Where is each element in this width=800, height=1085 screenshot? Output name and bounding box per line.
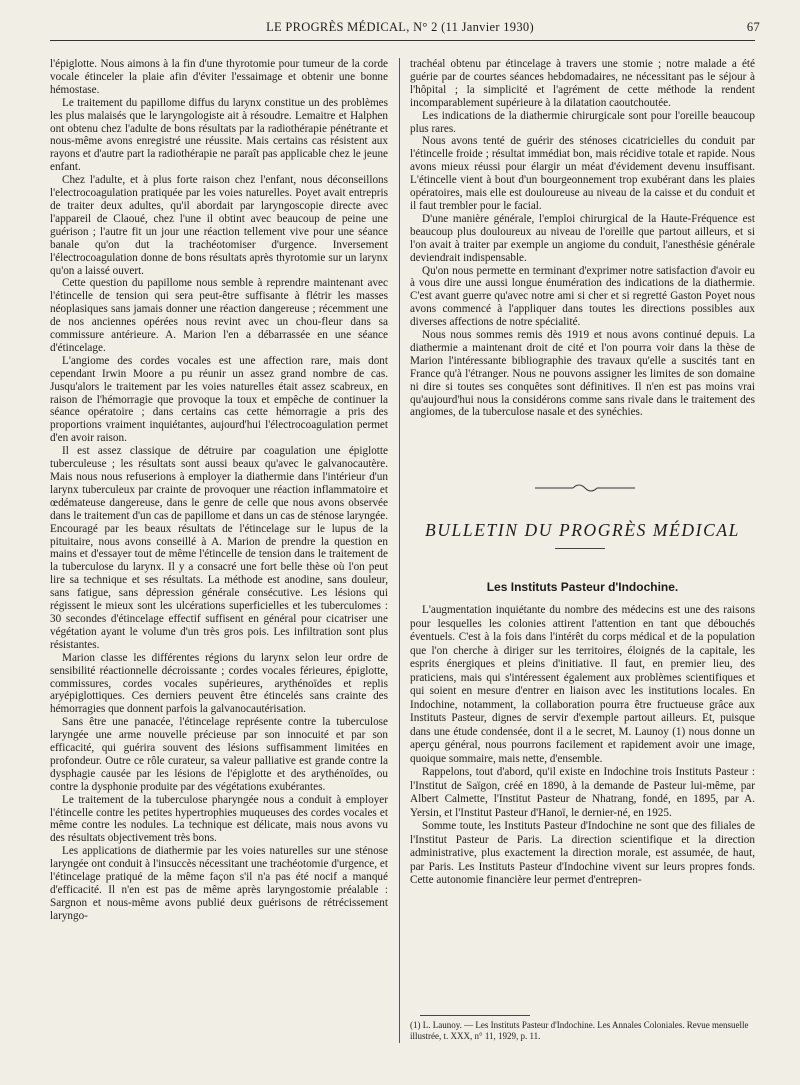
paragraph: Qu'on nous permette en terminant d'exprimer notre satisfaction d'avoir eu à vous dire une aussi longue énumération des indications de la diathermie. C'est avant guerre qu'avec notre ami si cher et si regretté Gaston Poyet nous avons commencé à l'appliquer dans toutes les directions possibles aux diverses affections de notre spécialité. xyxy=(410,264,755,329)
paragraph: Il est assez classique de détruire par coagulation une épiglotte tuberculeuse ; les résultats sont aussi beaux qu'avec le galvanocautère. Mais nous nous refuserions à employer la diathermie dans l'intérieur d'un larynx tuberculeux par crainte de provoquer une réaction inflammatoire et œdémateuse dangereuse, dans le genre de celle que nous avons observée dans le traitement d'un cas de papillome et dans un cas de sténose laryngée. Encouragé par les beaux résultats de l'étincelage sur le lupus de la pituitaire, nous avons conseillé à A. Marion de prendre la question en mains et d'essayer tout de même l'étincelle de tension dans le traitement de la tuberculose du larynx. Il y a consacré une fort belle thèse où l'on peut lire sa technique et ses résultats. La méthode est anodine, sans douleur, sans fatigue, sans dépression générale consécutive. Les lésions qui régissent le mieux sont les ulcérations superficielles et les tuberculomes : 30 secondes d'étincelage effectif suffisent en général pour cicatriser une végétation ayant le volume d'un très gros pois. Les infiltration sont plus résistantes. xyxy=(50,445,388,651)
paragraph: Marion classe les différentes régions du larynx selon leur ordre de sensibilité réactionnelle décroissante ; cordes vocales férieures, épiglotte, commissures, cordes vocales supérieures, arythénoïdes et replis aryépiglottiques. Ces derniers peuvent être étincelés sans crainte des hémorragies que donnent parfois la galvanocautérisation. xyxy=(50,651,388,716)
paragraph: Chez l'adulte, et à plus forte raison chez l'enfant, nous déconseillons l'electrocoagulation pratiquée par les voies naturelles. Poyet avait entrepris de traiter deux adultes, qu'il abordait par laryngoscopie directe avec l'appareil de Claoué, chez l'une il obtint avec beaucoup de peine une guérison ; l'autre fit un jour une réaction tellement vive pour une séance banale qu'on dut la trachéotomiser d'urgence. Inversement l'électrocoagulation donne de bons résultats après thyrotomie sur un larynx qu'on a laissé ouvert. xyxy=(50,174,388,277)
paragraph: Nous nous sommes remis dès 1919 et nous avons continué depuis. La diathermie a maintenant droit de cité et l'on pourra voir dans la thèse de Marion l'intéressante bibliographie des travaux qu'elle a suscités tant en France qu'à l'étranger. Nous ne pouvons assigner les limites de son domaine ni dire si toutes ses conquêtes sont définitives. Il n'en est pas moins vrai qu'aujourd'hui nous la considérons comme sans rivale dans le traitement des angiomes, de la tuberculose nasale et des synéchies. xyxy=(410,329,755,419)
paragraph: Nous avons tenté de guérir des sténoses cicatricielles du conduit par l'étincelle froide ; résultat immédiat bon, mais récidive totale et rapide. Nous avons mieux réussi pour élargir un méat d'évidement devenu insuffisant. L'étincelle vient à bout d'un bourgeonnement trop exubérant dans les plaies opératoires, mais elle est douloureuse au niveau de la caisse et du conduit et il faut trembler pour le facial. xyxy=(410,135,755,212)
journal-title: LE PROGRÈS MÉDICAL, N° 2 (11 Janvier 1930) xyxy=(266,20,534,34)
paragraph: trachéal obtenu par étincelage à travers une stomie ; notre malade a été guérie par de courtes séances hebdomadaires, ne nécessitant pas le séjour à l'hôpital ; la simplicité et l'agrément de cette méthode la rendent incomparablement supérieure à la dilatation caoutchoutée. xyxy=(410,58,755,109)
paragraph: Les indications de la diathermie chirurgicale sont pour l'oreille beaucoup plus rares. xyxy=(410,109,755,135)
paragraph: Somme toute, les Instituts Pasteur d'Indochine ne sont que des filiales de l'Institut Pasteur de Paris. La direction scientifique et la direction administrative, plus exactement la direction morale, est assumée, de haut, par Paris. Les Instituts Pasteur d'Indochine vivent sur leurs propres fonds. Cette autonomie financière leur permet d'entrepren- xyxy=(410,820,755,886)
paragraph: l'épiglotte. Nous aimons à la fin d'une thyrotomie pour tumeur de la corde vocale étinceler la plaie afin d'éviter l'essaimage et obtenir une bonne hémostase. xyxy=(50,58,388,96)
bulletin-article-body xyxy=(410,604,755,888)
footnote: (1) L. Launoy. — Les Instituts Pasteur d'Indochine. Les Annales Coloniales. Revue mensuelle illustrée, t. XXX, n° 11, 1929, p. 11. xyxy=(410,1020,749,1041)
page-header xyxy=(40,14,760,40)
bulletin-heading: BULLETIN DU PROGRÈS MÉDICAL xyxy=(425,520,740,540)
left-column xyxy=(50,58,388,923)
header-rule xyxy=(50,40,755,41)
section-ornament xyxy=(535,478,635,498)
paragraph: Le traitement de la tuberculose pharyngée nous a conduit à employer l'étincelle contre les petites hypertrophies muqueuses des cordes vocales et même contre les nodules. La technique est délicate, mais nous avons vu des résultats objectivement très bons. xyxy=(50,793,388,845)
paragraph: L'augmentation inquiétante du nombre des médecins est une des raisons pour lesquelles les colonies attirent l'attention en tant que débouchés éventuels. C'est à la fois dans l'intérêt du corps médical et de la population que l'on cherche à diriger sur les territoires, éloignés de la capitale, les esprits énergiques et pleins d'initiative. Il faut, en premier lieu, des praticiens, mais qui s'intéressent également aux problèmes scientifiques et qui soient en mesure d'entrer en liaison avec les institutions locales. En Indochine, notamment, la collaboration pourra être fructueuse grâce aux Instituts Pasteur, dignes de servir d'exemple partout ailleurs. Et, puisque dans une étude condensée, dont il a le secret, M. Launoy (1) nous donne un aperçu général, nous pourrons facilement et rapidement avoir une image, quoique sommaire, mais nette, d'ensemble. xyxy=(410,604,755,765)
paragraph: L'angiome des cordes vocales est une affection rare, mais dont cependant Irwin Moore a pu réunir un assez grand nombre de cas. Jusqu'alors le traitement par les voies naturelles était assez scabreux, en raison de l'hémorragie que provoque la toux et empêche de continuer la séance opératoire ; dans certains cas cette hémorragie a pris des proportions vraiment inquiétantes, aujourd'hui l'électrocoagulation permet d'en avoir raison. xyxy=(50,354,388,445)
page-number: 67 xyxy=(746,20,760,34)
paragraph: Rappelons, tout d'abord, qu'il existe en Indochine trois Instituts Pasteur : l'Institut de Saïgon, créé en 1890, à la demande de Pasteur lui-même, par Albert Calmette, l'Institut Pasteur de Nhatrang, fondé, en 1895, par A. Yersin, et l'Institut Pasteur d'Hanoï, le dernier-né, en 1925. xyxy=(410,766,755,819)
right-column-upper xyxy=(410,58,755,419)
footnote-rule xyxy=(420,1015,530,1016)
paragraph: Le traitement du papillome diffus du larynx constitue un des problèmes les plus malaisés que le laryngologiste ait à résoudre. Lemaitre et Halphen ont obtenu chez l'adulte de bons résultats par la radiothérapie pénétrante et nous-même avons enregistré une réussite. Mais certains cas résistent aux rayons et d'autre part la radiothérapie ne paraît pas applicable chez le jeune enfant. xyxy=(50,96,388,174)
column-divider xyxy=(399,58,400,1043)
heading-rule xyxy=(555,548,605,549)
article-title: Les Instituts Pasteur d'Indochine. xyxy=(486,580,679,594)
paragraph: D'une manière générale, l'emploi chirurgical de la Haute-Fréquence est beaucoup plus douloureux au niveau de l'oreille que partout ailleurs, et si l'on avait à traiter par exemple un angiome du conduit, l'anesthésie générale deviendrait indispensable. xyxy=(410,212,755,264)
paragraph: Cette question du papillome nous semble à reprendre maintenant avec l'étincelle de tension qui sera peut-être suffisante à flétrir les masses néoplasiques sans jamais donner une réaction dangereuse ; récemment une de nos anciennes opérées nous revint avec un chou-fleur dans sa commissure antérieure. A. Marion l'en a débarrassée en une séance d'étincelage. xyxy=(50,277,388,354)
paragraph: Les applications de diathermie par les voies naturelles sur une sténose laryngée ont conduit à l'insuccès nécessitant une trachéotomie d'urgence, et l'étincelage pratiqué de la même façon s'il n'a pas été nocif a manqué d'efficacité. Il n'en est pas de même après laryngostomie préalable : Sargnon et nous-même avons publié deux guérisons de rétrécissement laryngo- xyxy=(50,845,388,922)
paragraph: Sans être une panacée, l'étincelage représente contre la tuberculose laryngée une arme nouvelle précieuse par son innocuité et par son efficacité, qui guérira souvent des lésions suffisamment limitées en profondeur. Outre ce rôle curateur, sa valeur palliative est grande contre la dysphagie causée par les lésions de l'épiglotte et des arythénoïdes, ou contre la dysphonie produite par des végétations exubérantes. xyxy=(50,716,388,793)
